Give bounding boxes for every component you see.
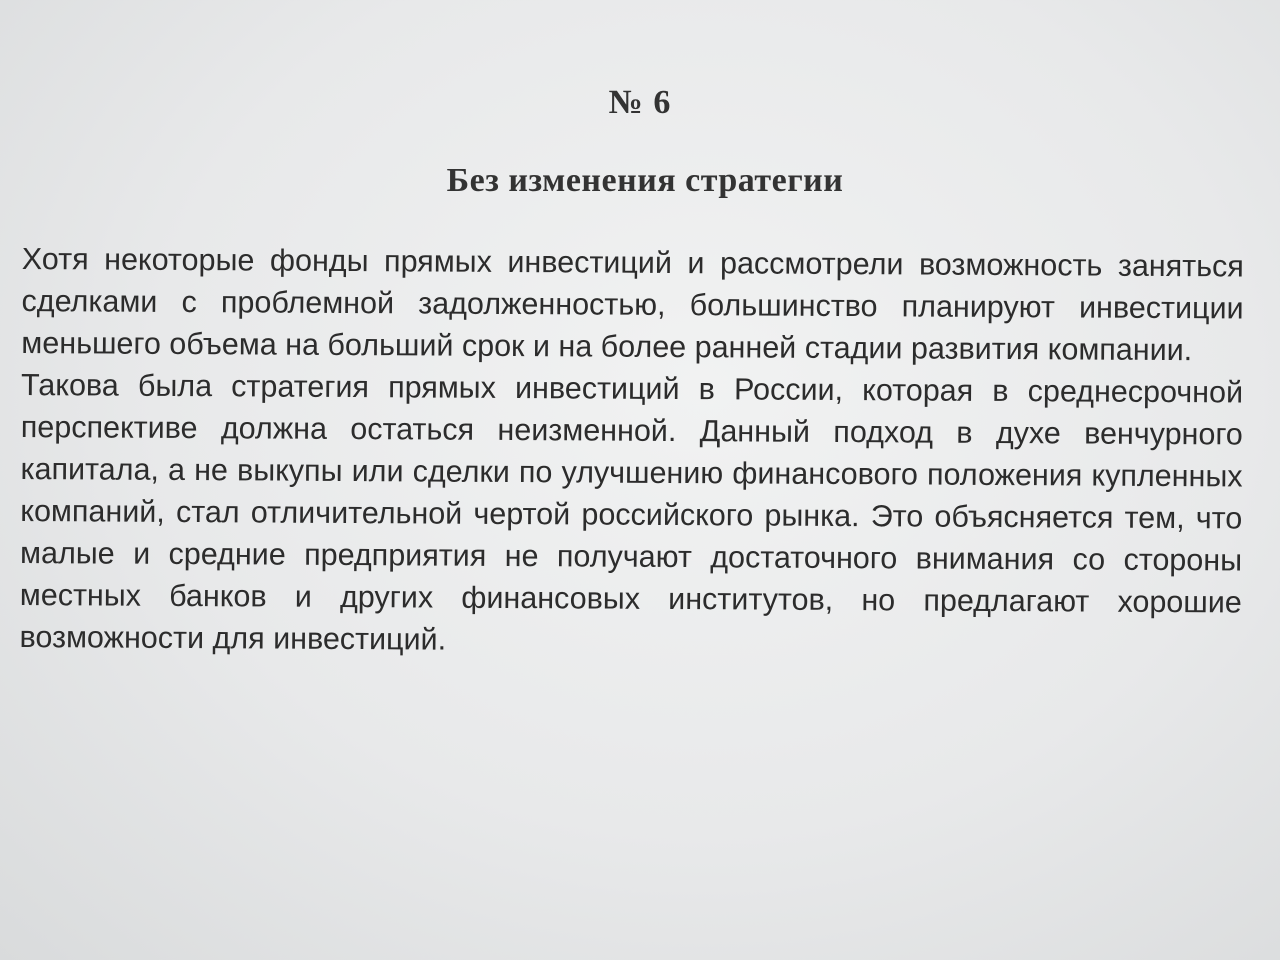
document-body xyxy=(19,238,1244,665)
paragraph-1: Хотя некоторые фонды прямых инвестиций и рассмотрели возможность заняться сделками с проблемной задолженностью, большинство планируют инвестиции меньшего объема на больший срок и на более ранней стадии развития компании. xyxy=(21,241,1244,368)
paragraph-2: Такова была стратегия прямых инвестиций в России, которая в среднесрочной перспективе должна остаться неизменной. Данный подход в духе венчурного капитала, а не выкупы или сделки по улучшению финансового положения купленных компаний, стал отличительной чертой российского рынка. Это объясняется тем, что малые и средние предприятия не получают достаточного внимания со стороны местных банков и других финансовых институтов, но предлагают хорошие возможности для инвестиций. xyxy=(19,367,1244,657)
document-title: Без изменения стратегии xyxy=(446,162,844,199)
document-number: № 6 xyxy=(608,84,672,121)
